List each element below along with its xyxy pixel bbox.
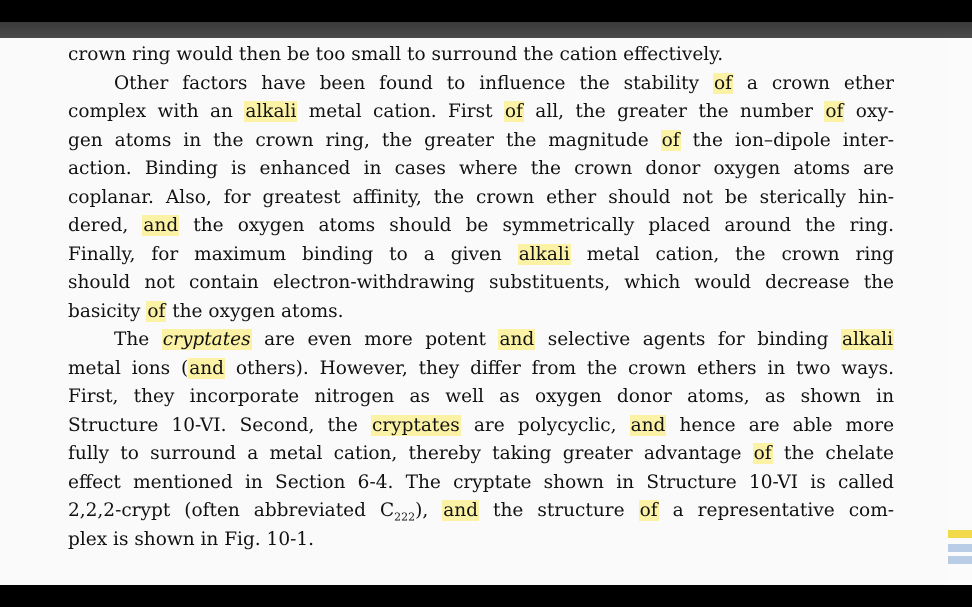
text-segment: selective agents for binding — [535, 329, 841, 350]
text-line — [68, 412, 894, 441]
text-segment: others). However, they differ from the crown ethers in two ways. — [225, 357, 894, 379]
text-line — [68, 469, 894, 498]
top-gray-strip — [0, 22, 972, 38]
subscript: 222 — [394, 510, 416, 524]
text-line — [68, 241, 894, 270]
text-segment: the oxygen atoms. — [166, 300, 344, 322]
text-segment: metal cation, the crown ring — [570, 243, 895, 265]
text-segment: the structure — [479, 500, 639, 521]
text-line — [68, 155, 894, 184]
highlighted-word: and — [189, 357, 225, 379]
text-segment: Structure 10-VI. Second, the — [68, 414, 371, 436]
text-line — [68, 355, 894, 384]
text-line — [68, 497, 894, 526]
text-segment: hence are able more — [666, 414, 895, 436]
text-segment: are polycyclic, — [460, 414, 630, 436]
text-line — [68, 526, 894, 555]
text-segment: all, the greater the number — [523, 101, 825, 122]
highlighted-word: of — [753, 443, 772, 464]
text-segment: plex is shown in Fig. 10-1. — [68, 528, 315, 550]
text-line — [68, 383, 894, 412]
text-line — [68, 184, 894, 213]
highlighted-word: cryptates — [371, 414, 460, 436]
text-segment: The — [114, 329, 162, 350]
text-segment: the ion–dipole inter- — [680, 129, 895, 151]
text-segment: 2,2,2-crypt (often abbreviated C — [68, 500, 395, 521]
text-segment: a crown ether — [733, 72, 894, 94]
highlighted-word: alkali — [245, 101, 297, 122]
highlighted-word: cryptates — [162, 329, 251, 350]
paragraph — [68, 326, 894, 554]
text-line — [68, 127, 894, 156]
text-line — [68, 269, 894, 298]
right-gutter — [946, 38, 972, 585]
highlighted-word: alkali — [518, 243, 570, 265]
paragraph — [68, 70, 894, 327]
highlighted-word: and — [443, 500, 479, 521]
text-line — [68, 326, 894, 355]
highlighted-word: of — [714, 72, 732, 94]
text-segment: basicity — [68, 300, 147, 322]
text-segment: effect mentioned in Section 6-4. The cryptate shown in Structure 10-VI is called — [68, 471, 894, 493]
text-segment: First, they incorporate nitrogen as well as oxygen donor atoms, as shown in — [68, 386, 894, 407]
highlighted-word: of — [661, 129, 680, 151]
text-line — [68, 98, 894, 127]
highlighted-word: and — [630, 414, 666, 436]
text-segment: should not contain electron-withdrawing substituents, which would decrease the — [68, 272, 894, 293]
text-segment: action. Binding is enhanced in cases where the crown donor oxygen atoms are — [68, 158, 894, 179]
text-segment: metal ions ( — [68, 357, 189, 379]
text-segment: coplanar. Also, for greatest affinity, the crown ether should not be sterically hin- — [68, 186, 894, 208]
text-segment: ), — [415, 500, 443, 521]
highlighted-word: and — [499, 329, 535, 350]
highlighted-word: of — [825, 101, 844, 122]
text-line — [68, 41, 894, 70]
text-line — [68, 298, 894, 327]
text-segment: fully to surround a metal cation, thereby taking greater advantage — [68, 443, 753, 464]
text-segment: dered, — [68, 215, 143, 236]
highlight-marker-blue-2 — [948, 556, 972, 564]
text-segment: complex with an — [68, 101, 245, 122]
highlight-marker-blue — [948, 544, 972, 552]
text-segment: Finally, for maximum binding to a given — [68, 243, 518, 265]
highlighted-word: of — [639, 500, 658, 521]
text-segment: the chelate — [772, 443, 894, 464]
top-black-bar — [0, 0, 972, 22]
text-segment: crown ring would then be too small to surround the cation effectively. — [68, 44, 724, 65]
text-segment: a representative com- — [658, 500, 894, 521]
bottom-black-bar — [0, 585, 972, 607]
text-segment: Other factors have been found to influence the stability — [114, 72, 713, 94]
text-segment: are even more potent — [251, 329, 499, 350]
paragraph — [68, 41, 894, 70]
highlight-marker-yellow — [948, 530, 972, 538]
highlighted-word: of — [147, 300, 166, 322]
text-line — [68, 440, 894, 469]
text-segment: oxy- — [844, 101, 895, 122]
text-segment: metal cation. First — [297, 101, 504, 122]
text-line — [68, 70, 894, 99]
highlighted-word: alkali — [841, 329, 893, 350]
text-segment: the oxygen atoms should be symmetrically placed around the ring. — [179, 215, 894, 236]
highlighted-word: of — [504, 101, 523, 122]
highlighted-word: and — [143, 215, 179, 236]
text-line — [68, 212, 894, 241]
document-text — [68, 41, 894, 554]
text-segment: gen atoms in the crown ring, the greater the magnitude — [68, 129, 661, 151]
